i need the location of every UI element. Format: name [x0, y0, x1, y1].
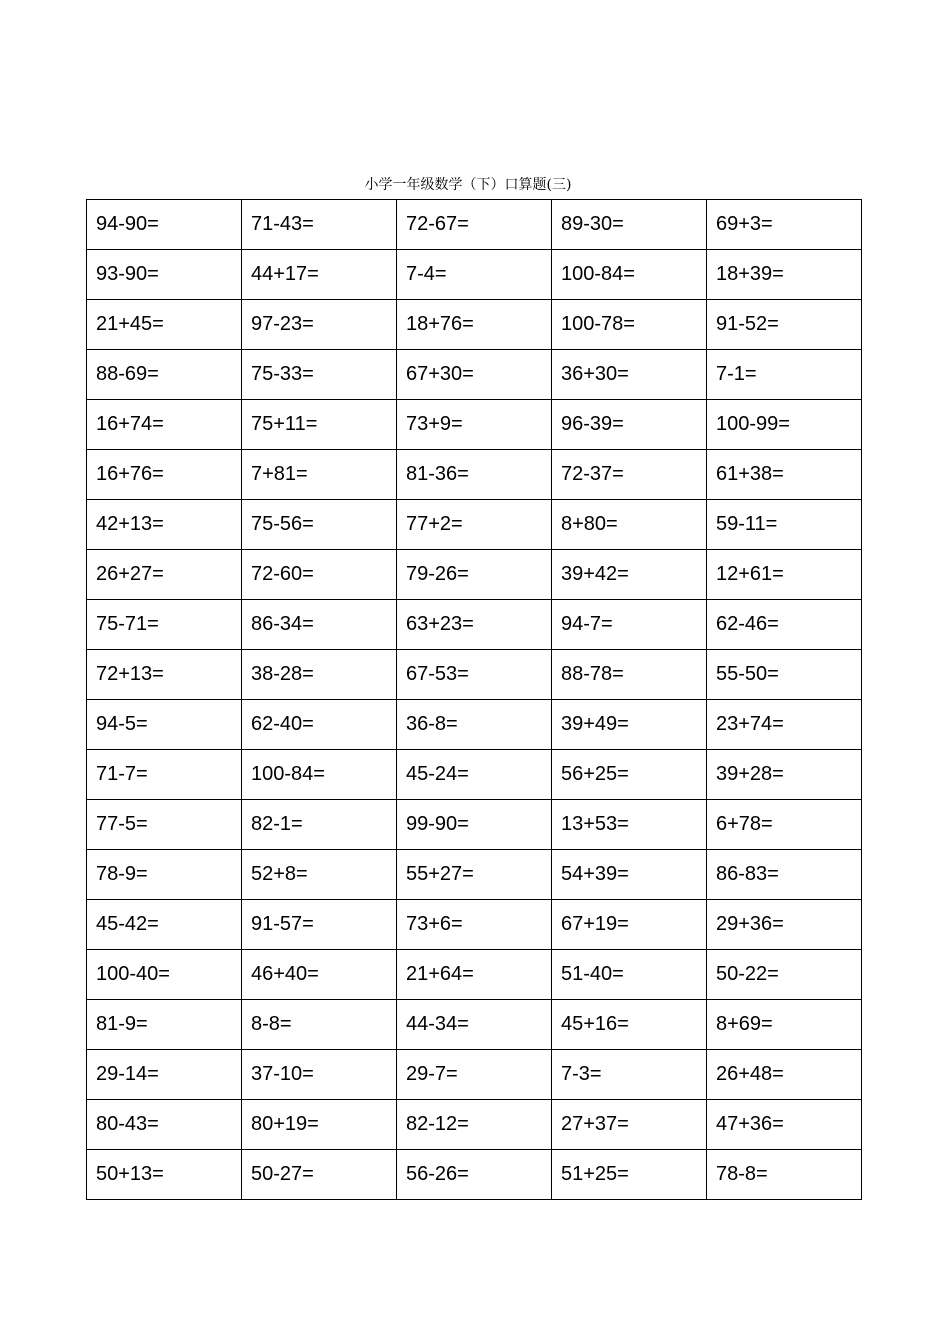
problem-cell: 75-56= — [242, 500, 397, 550]
problem-cell: 88-69= — [87, 350, 242, 400]
problem-cell: 99-90= — [397, 800, 552, 850]
problem-cell: 91-57= — [242, 900, 397, 950]
problem-cell: 100-40= — [87, 950, 242, 1000]
table-row — [87, 300, 862, 350]
table-row — [87, 800, 862, 850]
problem-cell: 72+13= — [87, 650, 242, 700]
problem-cell: 81-36= — [397, 450, 552, 500]
problem-cell: 77+2= — [397, 500, 552, 550]
table-row — [87, 250, 862, 300]
problem-cell: 13+53= — [552, 800, 707, 850]
problem-cell: 26+27= — [87, 550, 242, 600]
problem-cell: 67-53= — [397, 650, 552, 700]
problem-cell: 88-78= — [552, 650, 707, 700]
problem-cell: 73+6= — [397, 900, 552, 950]
problem-cell: 36-8= — [397, 700, 552, 750]
problem-cell: 61+38= — [707, 450, 862, 500]
problem-cell: 52+8= — [242, 850, 397, 900]
problem-cell: 39+42= — [552, 550, 707, 600]
table-row — [87, 1000, 862, 1050]
problem-cell: 7-3= — [552, 1050, 707, 1100]
problem-cell: 37-10= — [242, 1050, 397, 1100]
table-row — [87, 550, 862, 600]
table-row — [87, 650, 862, 700]
problem-cell: 77-5= — [87, 800, 242, 850]
problem-cell: 62-40= — [242, 700, 397, 750]
problem-cell: 75-33= — [242, 350, 397, 400]
problem-cell: 100-84= — [552, 250, 707, 300]
table-row — [87, 750, 862, 800]
problem-cell: 51+25= — [552, 1150, 707, 1200]
problem-cell: 29+36= — [707, 900, 862, 950]
problem-cell: 78-8= — [707, 1150, 862, 1200]
problem-cell: 54+39= — [552, 850, 707, 900]
problem-cell: 8-8= — [242, 1000, 397, 1050]
problem-cell: 96-39= — [552, 400, 707, 450]
problem-cell: 75+11= — [242, 400, 397, 450]
problem-cell: 6+78= — [707, 800, 862, 850]
problem-cell: 51-40= — [552, 950, 707, 1000]
problem-cell: 93-90= — [87, 250, 242, 300]
problem-cell: 71-7= — [87, 750, 242, 800]
problem-cell: 55+27= — [397, 850, 552, 900]
problem-cell: 62-46= — [707, 600, 862, 650]
problem-cell: 18+39= — [707, 250, 862, 300]
problem-cell: 42+13= — [87, 500, 242, 550]
problem-cell: 50+13= — [87, 1150, 242, 1200]
problem-cell: 29-14= — [87, 1050, 242, 1100]
problem-cell: 63+23= — [397, 600, 552, 650]
problem-cell: 94-7= — [552, 600, 707, 650]
problem-cell: 94-90= — [87, 200, 242, 250]
problem-cell: 29-7= — [397, 1050, 552, 1100]
problem-cell: 27+37= — [552, 1100, 707, 1150]
problem-cell: 72-37= — [552, 450, 707, 500]
problem-cell: 7+81= — [242, 450, 397, 500]
table-row — [87, 1100, 862, 1150]
problem-cell: 23+74= — [707, 700, 862, 750]
problem-cell: 73+9= — [397, 400, 552, 450]
problem-cell: 7-4= — [397, 250, 552, 300]
problem-cell: 50-22= — [707, 950, 862, 1000]
table-row — [87, 350, 862, 400]
problem-cell: 100-99= — [707, 400, 862, 450]
problem-cell: 44+17= — [242, 250, 397, 300]
problem-cell: 79-26= — [397, 550, 552, 600]
problem-cell: 82-12= — [397, 1100, 552, 1150]
problem-cell: 56+25= — [552, 750, 707, 800]
problem-cell: 71-43= — [242, 200, 397, 250]
problem-cell: 45+16= — [552, 1000, 707, 1050]
table-row — [87, 1150, 862, 1200]
problem-cell: 38-28= — [242, 650, 397, 700]
problem-cell: 21+64= — [397, 950, 552, 1000]
problem-table-body — [87, 200, 862, 1200]
problem-cell: 45-24= — [397, 750, 552, 800]
table-row — [87, 500, 862, 550]
problem-cell: 72-67= — [397, 200, 552, 250]
problem-cell: 7-1= — [707, 350, 862, 400]
problem-cell: 50-27= — [242, 1150, 397, 1200]
problem-cell: 80+19= — [242, 1100, 397, 1150]
problem-cell: 26+48= — [707, 1050, 862, 1100]
problem-cell: 36+30= — [552, 350, 707, 400]
problem-cell: 56-26= — [397, 1150, 552, 1200]
problem-cell: 8+80= — [552, 500, 707, 550]
problem-cell: 86-83= — [707, 850, 862, 900]
problem-cell: 67+19= — [552, 900, 707, 950]
problem-cell: 16+74= — [87, 400, 242, 450]
problem-cell: 12+61= — [707, 550, 862, 600]
problem-cell: 94-5= — [87, 700, 242, 750]
arithmetic-problem-table — [86, 199, 862, 1200]
table-row — [87, 850, 862, 900]
problem-cell: 16+76= — [87, 450, 242, 500]
problem-cell: 8+69= — [707, 1000, 862, 1050]
problem-cell: 78-9= — [87, 850, 242, 900]
problem-cell: 80-43= — [87, 1100, 242, 1150]
problem-cell: 47+36= — [707, 1100, 862, 1150]
problem-cell: 86-34= — [242, 600, 397, 650]
problem-cell: 97-23= — [242, 300, 397, 350]
problem-cell: 59-11= — [707, 500, 862, 550]
table-row — [87, 600, 862, 650]
problem-cell: 46+40= — [242, 950, 397, 1000]
problem-cell: 39+28= — [707, 750, 862, 800]
table-row — [87, 950, 862, 1000]
problem-cell: 44-34= — [397, 1000, 552, 1050]
problem-cell: 45-42= — [87, 900, 242, 950]
problem-cell: 91-52= — [707, 300, 862, 350]
problem-cell: 81-9= — [87, 1000, 242, 1050]
problem-cell: 55-50= — [707, 650, 862, 700]
problem-cell: 67+30= — [397, 350, 552, 400]
problem-cell: 18+76= — [397, 300, 552, 350]
table-row — [87, 900, 862, 950]
problem-cell: 100-84= — [242, 750, 397, 800]
page-title: 小学一年级数学（下）口算题(三) — [364, 177, 572, 193]
problem-cell: 100-78= — [552, 300, 707, 350]
problem-cell: 89-30= — [552, 200, 707, 250]
problem-cell: 75-71= — [87, 600, 242, 650]
table-row — [87, 200, 862, 250]
table-row — [87, 400, 862, 450]
problem-cell: 21+45= — [87, 300, 242, 350]
problem-cell: 82-1= — [242, 800, 397, 850]
problem-cell: 72-60= — [242, 550, 397, 600]
table-row — [87, 450, 862, 500]
table-row — [87, 1050, 862, 1100]
table-row — [87, 700, 862, 750]
problem-cell: 39+49= — [552, 700, 707, 750]
problem-cell: 69+3= — [707, 200, 862, 250]
